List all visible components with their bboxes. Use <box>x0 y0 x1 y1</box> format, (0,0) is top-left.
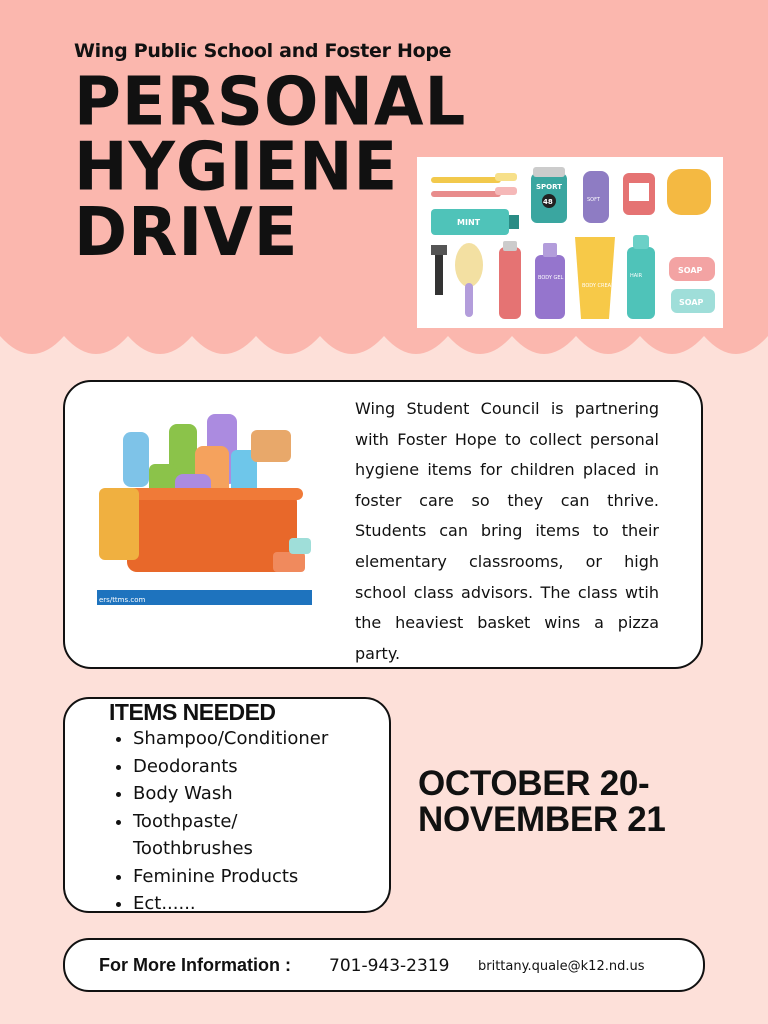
svg-text:MINT: MINT <box>457 218 481 227</box>
date-end: NOVEMBER 21 <box>418 800 666 839</box>
svg-text:SPORT: SPORT <box>536 183 562 191</box>
svg-text:BODY CREAM: BODY CREAM <box>582 283 616 289</box>
contact-email[interactable]: brittany.quale@k12.nd.us <box>478 959 645 974</box>
hygiene-products-icon <box>417 157 723 328</box>
date-start: OCTOBER 20- <box>418 764 650 803</box>
list-item: • Feminine Products <box>133 863 347 891</box>
list-item: • Toothpaste/ Toothbrushes <box>133 808 347 863</box>
svg-text:48: 48 <box>543 198 553 206</box>
svg-text:SOAP: SOAP <box>679 298 704 307</box>
title-line-3: DRIVE <box>74 193 299 272</box>
svg-text:HAIR: HAIR <box>630 273 643 279</box>
list-item: • Ect...... <box>133 890 347 918</box>
basket-icon <box>97 402 312 607</box>
list-item: • Shampoo/Conditioner <box>133 725 347 753</box>
page-title <box>74 63 467 272</box>
svg-text:BODY GEL: BODY GEL <box>538 275 564 281</box>
hygiene-products-illustration <box>417 157 723 328</box>
contact-phone[interactable]: 701-943-2319 <box>329 956 450 976</box>
contact-bar <box>63 938 705 992</box>
description-text: Wing Student Council is partnering with Foster Hope to collect personal hygiene items for children placed in foster care so they can thrive. Students can bring items to their elementary classrooms, or high school class advisors. The class wtih the heaviest basket wins a pizza party. <box>355 399 659 663</box>
items-list <box>87 725 347 918</box>
items-needed-card <box>63 697 391 913</box>
list-item: • Deodorants <box>133 753 347 781</box>
contact-label: For More Information : <box>99 955 291 975</box>
list-item: • Body Wash <box>133 780 347 808</box>
title-line-1: PERSONAL <box>74 63 467 142</box>
drive-dates <box>418 766 666 838</box>
organizers-heading: Wing Public School and Foster Hope <box>74 40 452 62</box>
svg-text:SOAP: SOAP <box>678 266 703 275</box>
info-card <box>63 380 703 669</box>
svg-text:ers/ttms.com: ers/ttms.com <box>99 596 146 604</box>
title-line-2: HYGIENE <box>74 128 399 207</box>
svg-text:SOFT: SOFT <box>587 197 600 203</box>
items-needed-title: ITEMS NEEDED <box>109 699 276 725</box>
basket-image <box>97 402 312 607</box>
